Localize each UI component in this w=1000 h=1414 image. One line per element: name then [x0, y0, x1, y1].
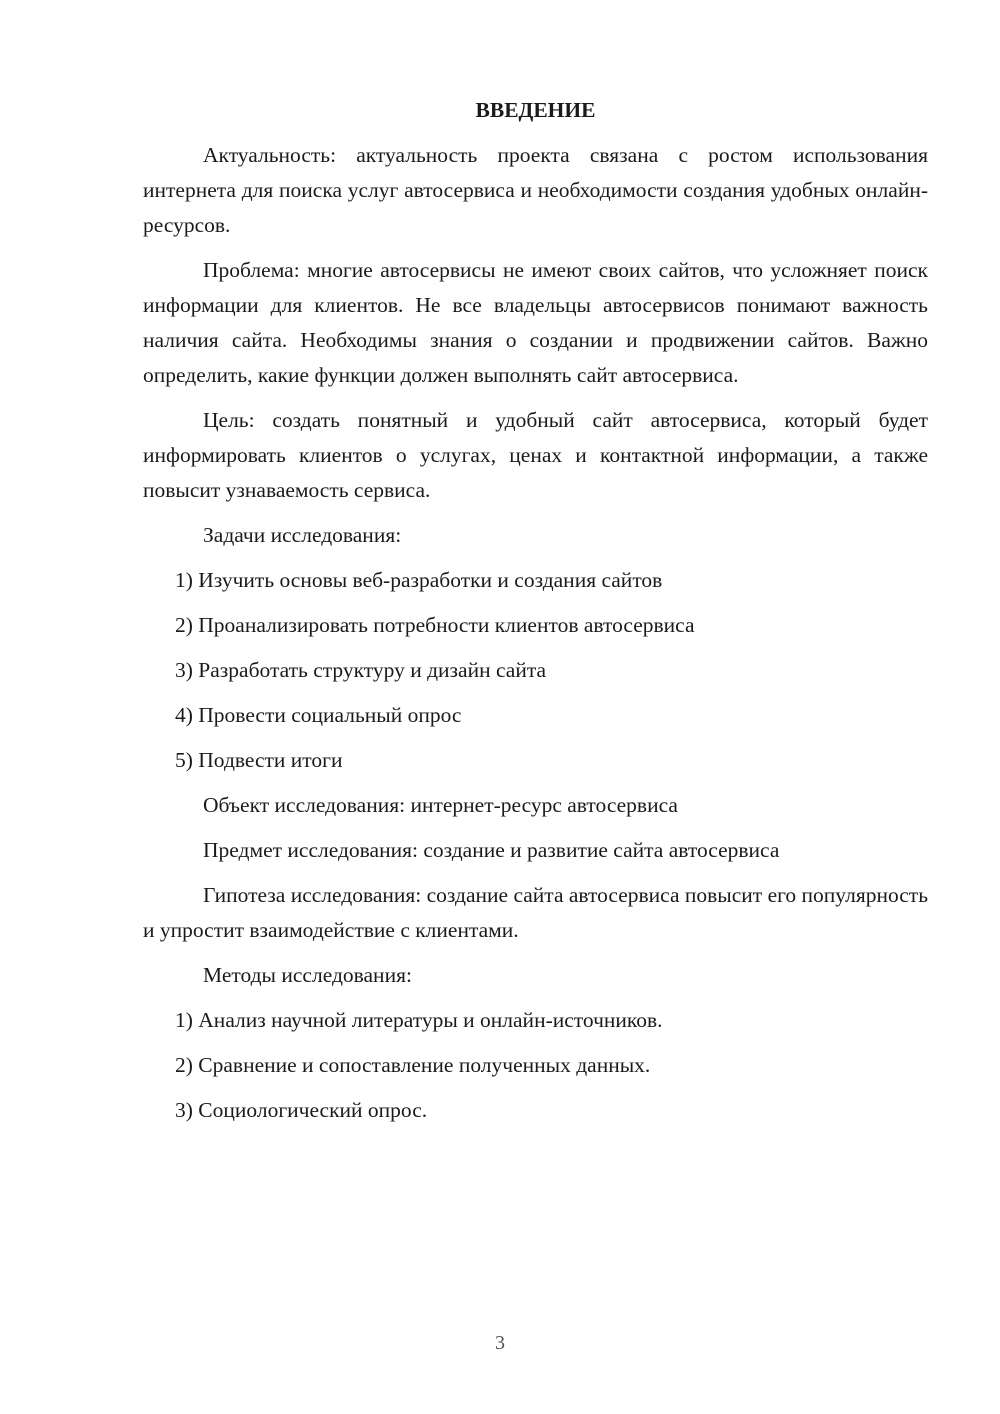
task-item: 3) Разработать структуру и дизайн сайта	[175, 658, 547, 682]
tasks-heading: Задачи исследования:	[203, 523, 402, 547]
methods-heading: Методы исследования:	[203, 963, 412, 987]
document-body	[143, 93, 928, 1138]
problem-paragraph: Проблема: многие автосервисы не имеют своих сайтов, что усложняет поиск информации для клиентов. Не все владельцы автосервисов понимают важность наличия сайта. Необходимы знания о создании и продвижении сайтов. Важно определить, какие функции должен выполнять сайт автосервиса.	[143, 258, 928, 387]
hypothesis-paragraph: Гипотеза исследования: создание сайта автосервиса повысит его популярность и упростит взаимодействие с клиентами.	[143, 883, 928, 942]
task-item: 1) Изучить основы веб-разработки и создания сайтов	[175, 568, 663, 592]
object-line: Объект исследования: интернет-ресурс автосервиса	[203, 793, 678, 817]
method-item: 1) Анализ научной литературы и онлайн-источников.	[175, 1008, 663, 1032]
page-number: 3	[495, 1332, 505, 1354]
method-item: 3) Социологический опрос.	[175, 1098, 428, 1122]
goal-paragraph: Цель: создать понятный и удобный сайт автосервиса, который будет информировать клиентов о услугах, ценах и контактной информации, а также повысит узнаваемость сервиса.	[143, 408, 928, 502]
task-item: 4) Провести социальный опрос	[175, 703, 462, 727]
subject-line: Предмет исследования: создание и развитие сайта автосервиса	[203, 838, 780, 862]
task-item: 5) Подвести итоги	[175, 748, 343, 772]
method-item: 2) Сравнение и сопоставление полученных данных.	[175, 1053, 651, 1077]
relevance-paragraph: Актуальность: актуальность проекта связана с ростом использования интернета для поиска услуг автосервиса и необходимости создания удобных онлайн-ресурсов.	[143, 143, 928, 237]
task-item: 2) Проанализировать потребности клиентов автосервиса	[175, 613, 695, 637]
section-title: ВВЕДЕНИЕ	[475, 98, 596, 122]
